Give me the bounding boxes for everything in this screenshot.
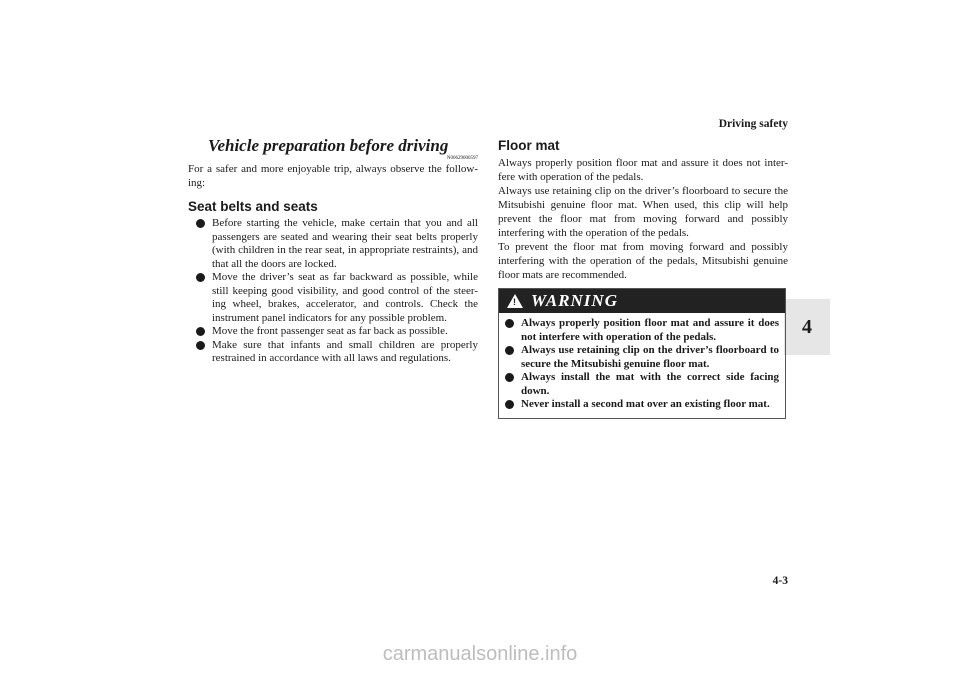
bullet-icon <box>505 319 514 328</box>
floor-mat-paragraph: Always use retaining clip on the driver’s floorboard to secure the Mitsubishi genuine floor mat. When used, this clip will help prevent the floor mat from moving forward and possibly interfering with the operation of the pedals. <box>498 185 788 239</box>
warning-header <box>499 289 785 313</box>
list-item: Move the driver’s seat as far backward as possible, while still keeping good visibility, and good control of the steer-ing wheel, brakes, accelerator, and controls. Check the instrument panel indicators for any possible problem. <box>196 271 478 325</box>
running-header: Driving safety <box>718 118 788 130</box>
document-code: N00629000597 <box>446 156 478 161</box>
bullet-icon <box>196 327 205 336</box>
list-item: Move the front passenger seat as far back as possible. <box>196 325 478 339</box>
list-item: Never install a second mat over an existing floor mat. <box>505 398 779 412</box>
intro-paragraph: For a safer and more enjoyable trip, always observe the follow-ing: <box>188 163 478 189</box>
list-item: Before starting the vehicle, make certain that you and all passengers are seated and wearing their seat belts properly (with children in the rear seat, in appropriate restraints), and that all the doors are locked. <box>196 217 478 271</box>
right-column <box>498 136 788 419</box>
seat-belts-list <box>188 217 478 366</box>
bullet-icon <box>196 219 205 228</box>
chapter-number: 4 <box>802 315 812 338</box>
list-item: Always install the mat with the correct side facing down. <box>505 371 779 398</box>
warning-box <box>498 288 786 419</box>
warning-list <box>499 313 785 418</box>
page-number: 4-3 <box>772 575 788 587</box>
section-title: Vehicle preparation before driving <box>208 136 449 155</box>
subheading-seat-belts: Seat belts and seats <box>188 199 318 214</box>
subheading-floor-mat: Floor mat <box>498 138 560 153</box>
warning-triangle-icon: ! <box>507 294 523 308</box>
chapter-tab <box>784 299 830 355</box>
bullet-icon <box>196 341 205 350</box>
watermark: carmanualsonline.info <box>382 643 578 665</box>
bullet-icon <box>505 400 514 409</box>
floor-mat-paragraph: Always properly position floor mat and assure it does not inter-fere with operation of the pedals. <box>498 157 788 183</box>
bullet-icon <box>196 273 205 282</box>
bullet-icon <box>505 373 514 382</box>
list-item: Make sure that infants and small children are properly restrained in accordance with all laws and regulations. <box>196 339 478 366</box>
list-item: Always properly position floor mat and assure it does not interfere with operation of the pedals. <box>505 317 779 344</box>
list-item: Always use retaining clip on the driver’s floorboard to secure the Mitsubishi genuine floor mat. <box>505 344 779 371</box>
bullet-icon <box>505 346 514 355</box>
floor-mat-paragraph: To prevent the floor mat from moving forward and possibly interfering with the operation of the pedals, Mitsubishi genuine floor mats are recommended. <box>498 241 788 281</box>
left-column <box>188 136 478 366</box>
warning-title: WARNING <box>531 291 618 310</box>
